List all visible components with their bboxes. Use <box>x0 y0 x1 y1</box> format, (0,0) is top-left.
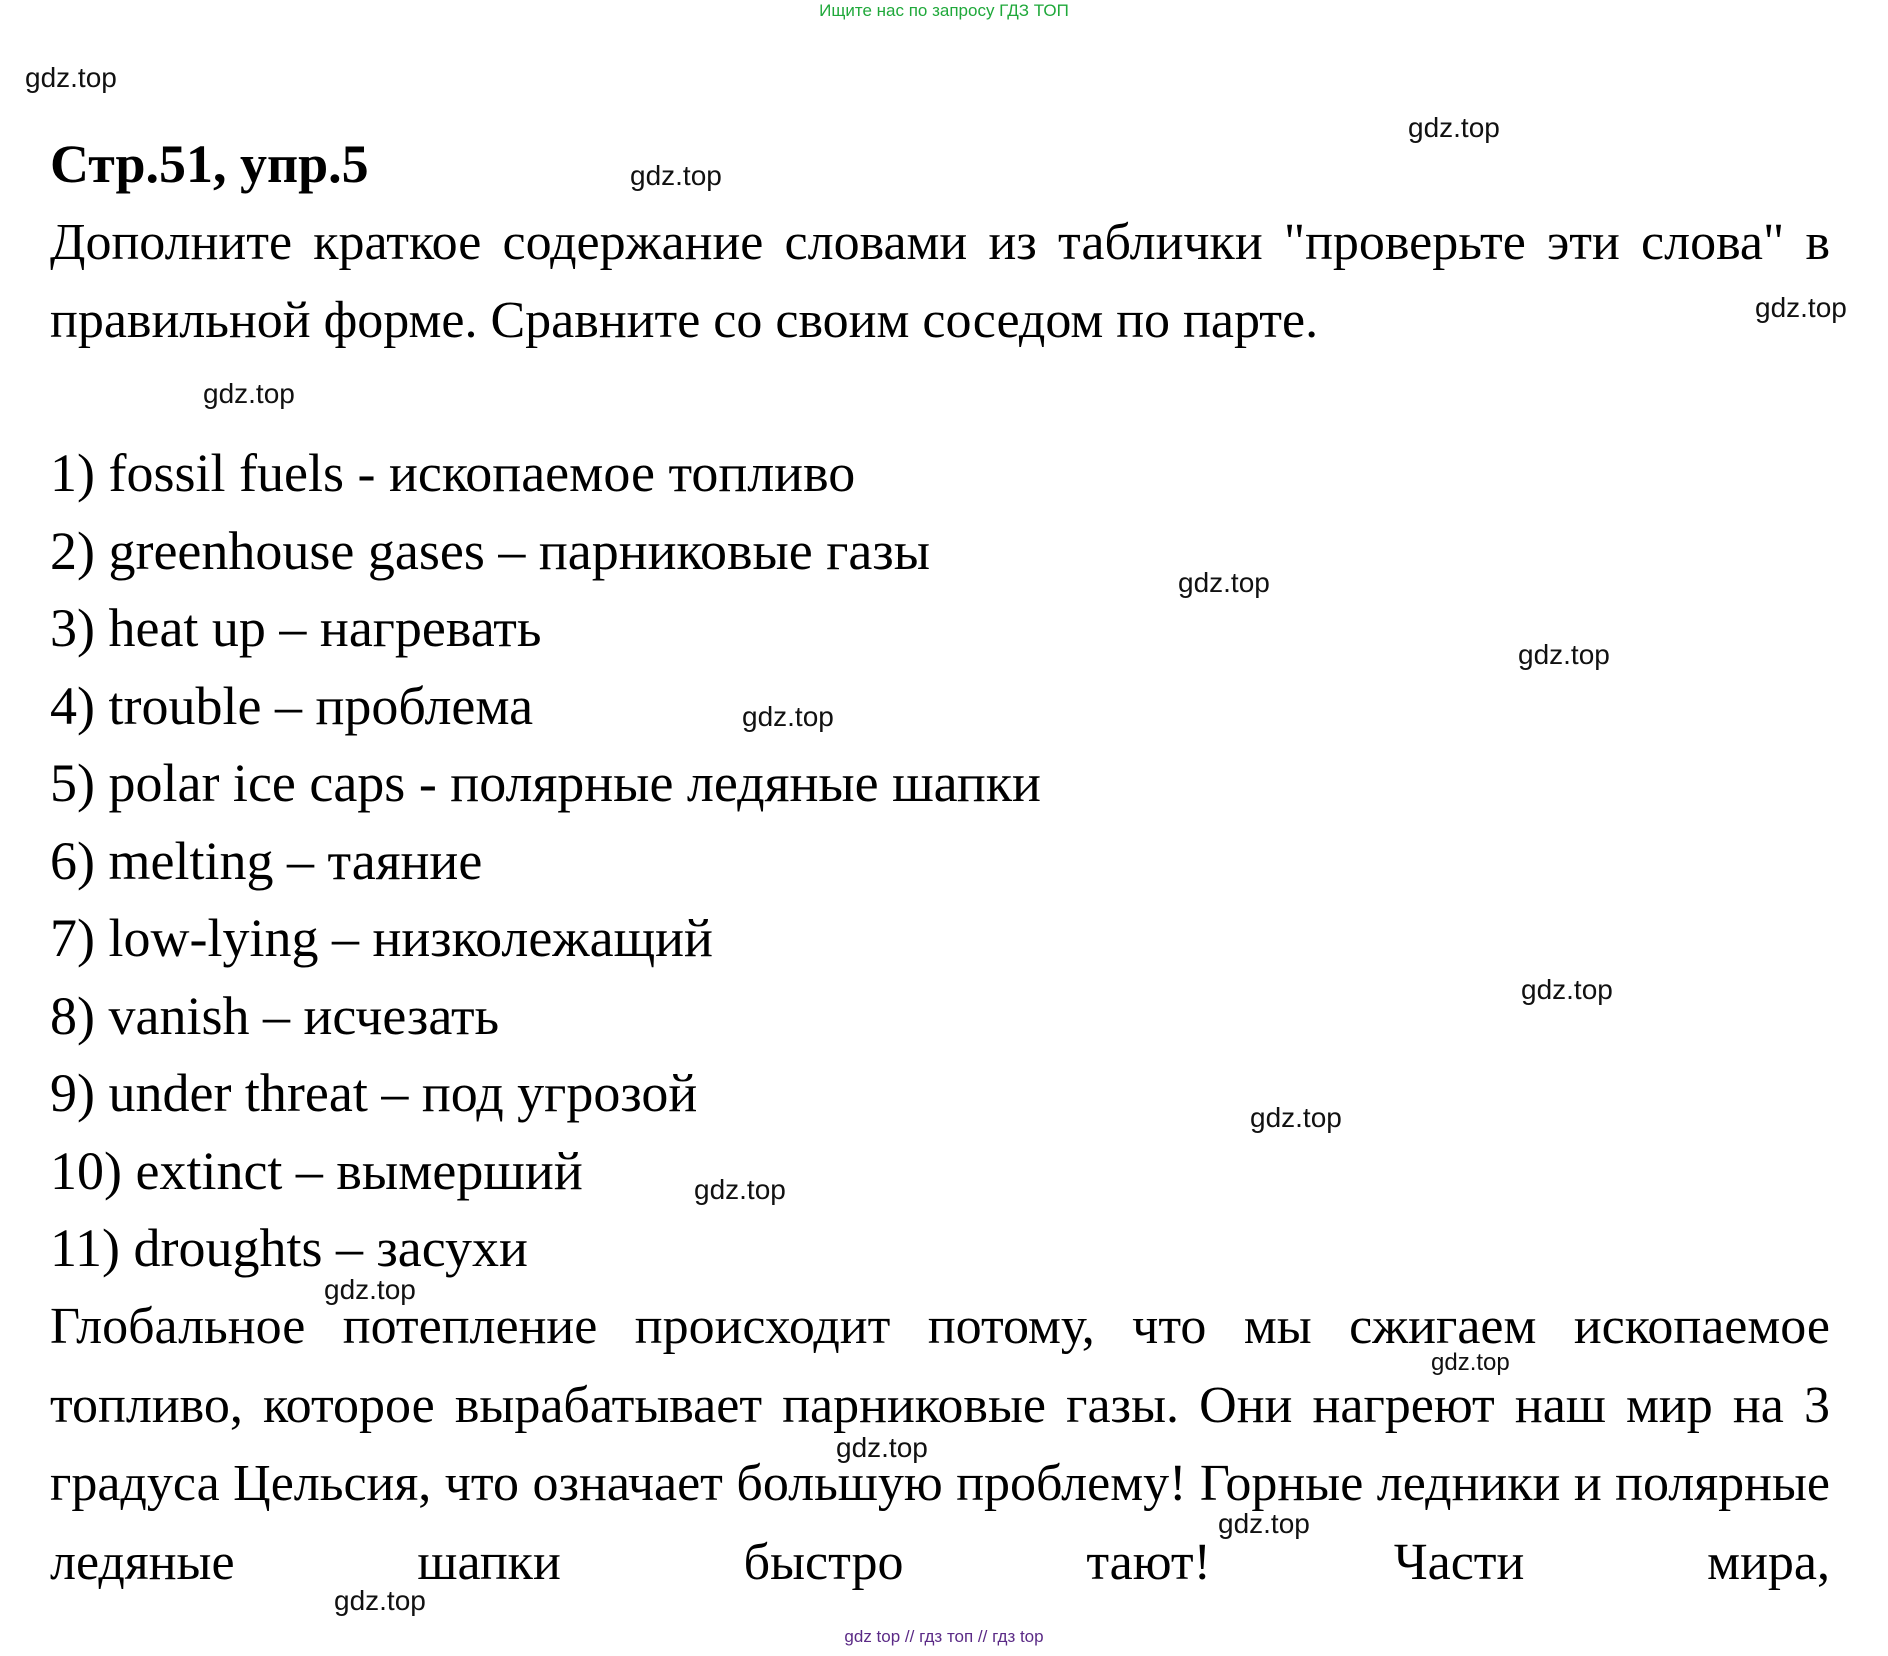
vocabulary-item: 4) trouble – проблема <box>50 675 534 736</box>
watermark: gdz.top <box>1518 639 1610 670</box>
vocabulary-item: 3) heat up – нагревать <box>50 598 542 658</box>
vocabulary-item: 7) low-lying – низколежащий <box>50 908 713 968</box>
watermark: gdz.top <box>1250 1102 1342 1133</box>
watermark: gdz.top <box>630 160 722 191</box>
vocabulary-item: 5) polar ice caps - полярные ледяные шапки <box>50 753 1041 813</box>
watermark: gdz.top <box>1521 974 1613 1005</box>
vocabulary-item: 10) extinct – вымерший <box>50 1140 583 1201</box>
watermark: gdz.top <box>1408 112 1500 143</box>
top-banner: Ищите нас по запросу ГДЗ ТОП <box>819 1 1069 20</box>
watermark: gdz.top <box>836 1432 928 1463</box>
watermark: gdz.top <box>1755 292 1847 323</box>
vocabulary-item: 8) vanish – исчезать <box>50 985 500 1046</box>
task-instructions: Дополните краткое содержание словами из таблички "проверьте эти слова" в правильной форме. Сравните со своим соседом по парте. <box>50 214 1830 349</box>
footer-banner: gdz top // гдз топ // гдз top <box>844 1627 1044 1646</box>
page-title: Стр.51, упр.5 <box>50 134 369 194</box>
watermark: gdz.top <box>1218 1508 1310 1539</box>
watermark: gdz.top <box>334 1585 426 1616</box>
watermark: gdz.top <box>1431 1349 1510 1376</box>
vocabulary-item: 1) fossil fuels - ископаемое топливо <box>50 443 856 503</box>
watermark: gdz.top <box>694 1174 786 1205</box>
watermark: gdz.top <box>1178 567 1270 598</box>
vocabulary-item: 6) melting – таяние <box>50 830 483 891</box>
watermark: gdz.top <box>742 701 834 732</box>
vocabulary-item: 11) droughts – засухи <box>50 1218 528 1278</box>
vocabulary-item: 9) under threat – под угрозой <box>50 1063 698 1123</box>
watermark: gdz.top <box>324 1274 416 1305</box>
watermark: gdz.top <box>203 378 295 409</box>
vocabulary-item: 2) greenhouse gases – парниковые газы <box>50 520 930 581</box>
summary-paragraph: Глобальное потепление происходит потому, что мы сжигаем ископаемое топливо, которое вырабатывает парниковые газы. Они нагреют наш мир на 3 градуса Цельсия, что означает большую проблему! Горные ледники и полярные ледяные шапки быстро тают! Части мира, <box>50 1298 1830 1591</box>
watermark: gdz.top <box>25 62 117 93</box>
vocabulary-list <box>50 435 1041 1288</box>
